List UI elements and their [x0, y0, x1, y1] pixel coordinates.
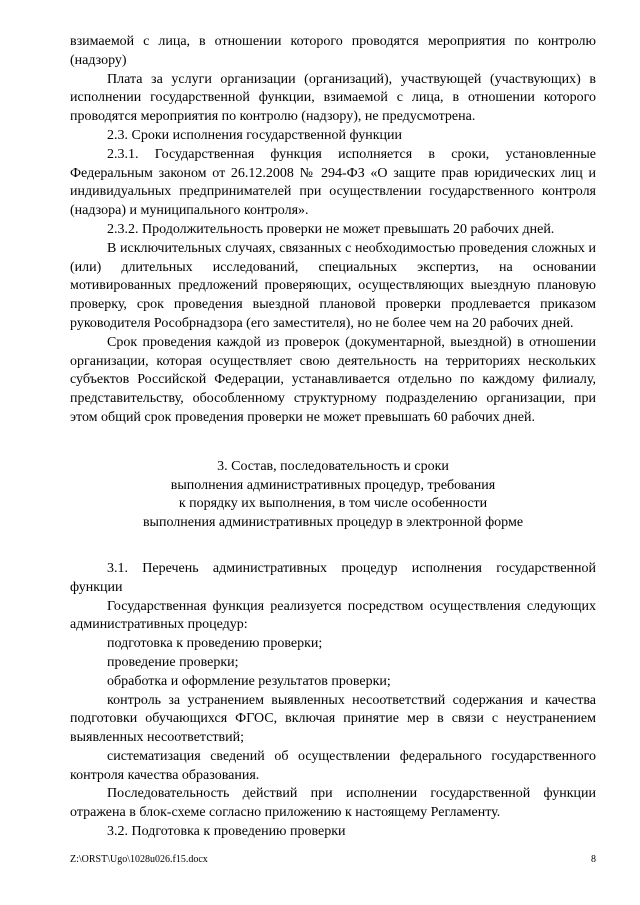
paragraph-sequence: Последовательность действий при исполнении государственной функции отражена в блок-схеме согласно приложению к настоящему Регламенту. — [70, 786, 596, 821]
list-item: проведение проверки; — [107, 654, 239, 670]
paragraph-2-3-1: 2.3.1. Государственная функция исполняется в сроки, установленные Федеральным законом от 26.12.2008 № 294-ФЗ «О защите прав юридических лиц и индивидуальных предпринимателей при осуществлении государственного контроля (надзора) и муниципального контроля». — [70, 146, 596, 219]
list-item: систематизация сведений об осуществлении федерального государственного контроля качества образования. — [70, 748, 596, 783]
document-body — [70, 33, 596, 842]
paragraph-continuation: взимаемой с лица, в отношении которого проводятся мероприятия по контролю (надзору) — [70, 34, 596, 68]
paragraph-fee: Плата за услуги организации (организаций), участвующей (участвующих) в исполнении государственной функции, взимаемой с лица, в отношении которого проводятся мероприятия по контролю (надзору), не предусмотрена. — [70, 71, 596, 125]
list-item: подготовка к проведению проверки; — [107, 636, 323, 652]
subheading-3-2: 3.2. Подготовка к проведению проверки — [107, 824, 346, 840]
footer-file-path: Z:\ORST\Ugo\1028u026.f15.docx — [70, 854, 208, 865]
list-item: контроль за устранением выявленных несоответствий содержания и качества подготовки обучающихся ФГОС, включая принятие мер в связи с неустранением выявленных несоответствий; — [70, 692, 596, 746]
section-heading-line: выполнения административных процедур в электронной форме — [142, 515, 524, 531]
paragraph-procedures-intro: Государственная функция реализуется посредством осуществления следующих административных процедур: — [70, 598, 596, 633]
subheading-2-3: 2.3. Сроки исполнения государственной функции — [107, 127, 403, 143]
section-3-heading — [70, 458, 596, 533]
paragraph-2-3-2: 2.3.2. Продолжительность проверки не может превышать 20 рабочих дней. — [107, 221, 555, 237]
section-heading-line: 3. Состав, последовательность и сроки — [217, 458, 449, 474]
list-item: обработка и оформление результатов проверки; — [107, 673, 391, 689]
page-footer — [70, 854, 596, 865]
paragraph-inspection-term: Срок проведения каждой из проверок (документарной, выездной) в отношении организации, которая осуществляет свою деятельность на территориях нескольких субъектов Российской Федерации, устанавливается отдельно по каждому филиалу, представительству, обособленному структурному подразделению организации, при этом общий срок проведения проверки не может превышать 60 рабочих дней. — [70, 334, 596, 425]
section-heading-line: к порядку их выполнения, в том числе особенности — [178, 496, 488, 512]
section-heading-line: выполнения административных процедур, требования — [170, 477, 496, 493]
subheading-3-1: 3.1. Перечень административных процедур исполнения государственной функции — [70, 560, 596, 595]
page-number: 8 — [591, 854, 596, 865]
paragraph-exceptional-cases: В исключительных случаях, связанных с необходимостью проведения сложных и (или) длительных исследований, специальных экспертиз, на основании мотивированных предложений проверяющих, осуществляющих выездную плановую проверку, срок проведения выездной плановой проверки продлевается приказом руководителя Рособрнадзора (его заместителя), но не более чем на 20 рабочих дней. — [70, 240, 596, 331]
